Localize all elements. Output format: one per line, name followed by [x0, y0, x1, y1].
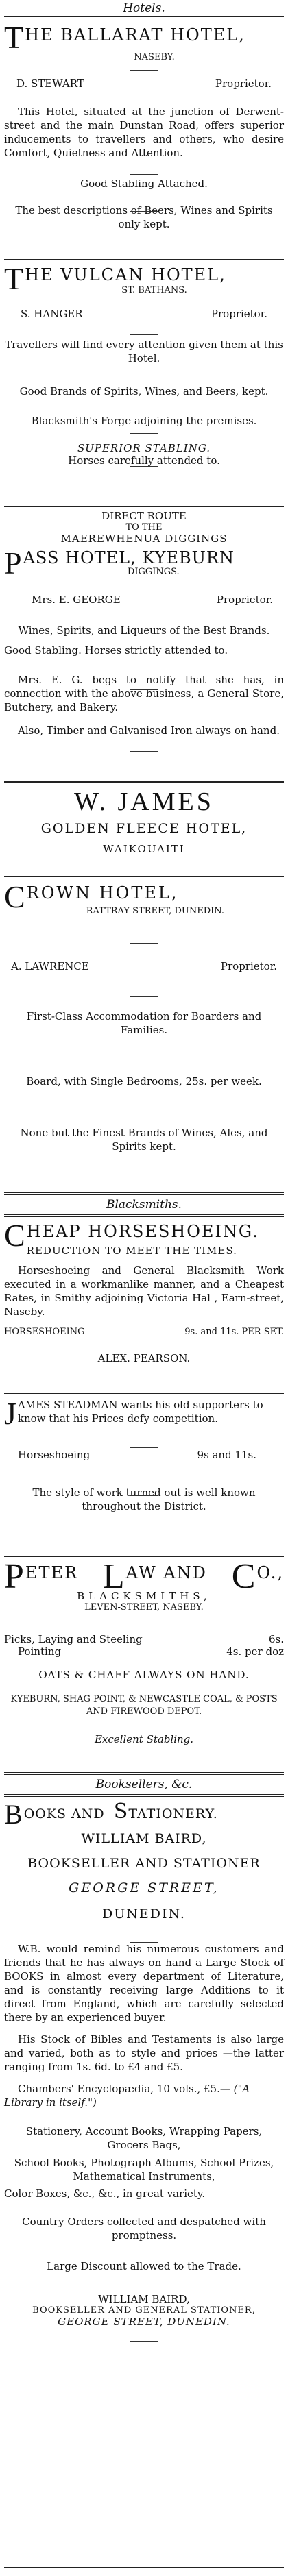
ad-title: HE VULCAN HOTEL,: [25, 265, 226, 284]
ad-line: None but the Finest Brands of Wines, Ales, and Spirits kept.: [20, 1127, 268, 1153]
price-value: 9s and 11s.: [197, 1449, 256, 1461]
rule: [130, 70, 158, 71]
ad-title: HE BALLARAT HOTEL,: [25, 25, 245, 45]
price-value: 9s. and 11s. PER SET.: [184, 1327, 284, 1337]
proprietor-label: Proprietor.: [215, 77, 272, 90]
ad-line: Board, with Single Bedrooms, 25s. per week.: [26, 1075, 262, 1088]
ad-place: LEVEN-STREET, NASEBY.: [84, 1602, 204, 1612]
ad-line: The style of work turned out is well known throughout the District.: [32, 1486, 256, 1512]
proprietor-line: [4, 593, 284, 606]
ad-town: DUNEDIN.: [102, 1906, 186, 1922]
proprietor-label: Proprietor.: [216, 593, 273, 606]
section-heading-blacksmiths: Blacksmiths.: [106, 1198, 182, 1212]
rule: [130, 1942, 158, 1943]
ad-subtitle: REDUCTION TO MEET THE TIMES.: [26, 1244, 237, 1257]
rule: [130, 689, 158, 690]
ad-line: Travellers will find every attention given them at this Hotel.: [5, 339, 283, 365]
route-line: TO THE: [125, 522, 163, 532]
drop-cap: P: [4, 1557, 24, 1596]
ad-name: WILLIAM BAIRD,: [81, 1831, 207, 1846]
ad-place: RATTRAY STREET, DUNEDIN.: [86, 906, 224, 916]
price-line: [4, 1449, 284, 1461]
ad-peter-law: [4, 1557, 284, 1745]
proprietor-label: Proprietor.: [220, 960, 277, 972]
ad-beers: The best descriptions of Beers, Wines and Spirits only kept.: [15, 204, 273, 230]
rule: [130, 1447, 158, 1448]
ad-place: WAIKOUAITI: [103, 843, 185, 855]
ad-title: [4, 1801, 284, 1828]
ad-signature: ALEX. PEARSON.: [97, 1352, 191, 1364]
ad-golden-fleece-hotel: [4, 787, 284, 855]
ad-line: Horses carefully attended to.: [68, 454, 220, 467]
title-part: O.,: [256, 1563, 284, 1582]
divider: [4, 876, 284, 877]
proprietor-label: Proprietor.: [211, 308, 267, 320]
title-part: OOKS AND: [23, 1806, 105, 1821]
divider: [4, 259, 284, 260]
ad-line: Good Brands of Spirits, Wines, and Beers, kept.: [19, 385, 269, 397]
ad-william-baird: [4, 1801, 284, 2328]
encyclopaedia-quote: ("A Library in itself."): [4, 2083, 250, 2109]
ad-body: Also, Timber and Galvanised Iron always on hand.: [18, 724, 280, 737]
section-heading-hotels: Hotels.: [123, 1, 165, 15]
proprietor-name: Mrs. E. GEORGE: [32, 593, 121, 606]
foot-name: WILLIAM BAIRD,: [98, 2293, 190, 2305]
ad-line: OATS & CHAFF ALWAYS ON HAND.: [38, 1669, 250, 1681]
drop-cap: C: [4, 879, 25, 914]
ad-line: School Books, Photograph Albums, School Prizes, Mathematical Instruments,: [14, 2157, 274, 2183]
proprietor-line: [4, 960, 284, 972]
ad-cheap-horseshoeing: [4, 1220, 284, 1364]
price-value: 6s.: [268, 1633, 284, 1645]
rule: [130, 751, 158, 752]
price-label: Pointing: [18, 1645, 62, 1658]
ad-trade: BOOKSELLER AND STATIONER: [27, 1856, 261, 1871]
rule: [130, 466, 158, 467]
ad-body: AMES STEADMAN wants his old supporters to know that his Prices defy competition.: [17, 1399, 263, 1425]
ad-stabling: Good Stabling Attached.: [80, 177, 208, 190]
ad-street: GEORGE STREET,: [69, 1880, 219, 1896]
drop-cap: J: [4, 1396, 16, 1431]
ad-line: Blacksmith's Forge adjoining the premises.: [31, 415, 257, 427]
ad-place: NASEBY.: [134, 52, 175, 62]
drop-cap: T: [4, 261, 24, 296]
proprietor-line: [4, 77, 284, 90]
divider: [4, 1393, 284, 1394]
divider: [4, 16, 284, 19]
ad-body: His Stock of Bibles and Testaments is also large and varied, both as to style and prices —the latter ranging from 1s. 6d. to £4 and £5.: [4, 2033, 284, 2073]
ad-body: W.B. would remind his numerous customers and friends that he has always on hand a Large Stock of BOOKS in almost every department of Literature, and is constantly receiving large Additions to it direct from England, which are carefully selected there by an experienced buyer.: [4, 1943, 284, 2024]
proprietor-name: A. LAWRENCE: [11, 960, 89, 972]
rule: [130, 174, 158, 175]
rule: [130, 996, 158, 997]
proprietor-line: [4, 308, 284, 320]
title-part: ETER: [25, 1563, 79, 1582]
title-part: TATIONERY.: [128, 1806, 218, 1821]
rule: [130, 433, 158, 434]
price-label: Picks, Laying and Steeling: [4, 1633, 143, 1645]
drop-cap: L: [102, 1557, 125, 1596]
drop-cap: P: [4, 545, 22, 580]
ad-title: ASS HOTEL, KYEBURN: [23, 548, 235, 567]
ad-line: Color Boxes, &c., &c., in great variety.: [4, 2187, 206, 2200]
ad-line: Stationery, Account Books, Wrapping Papers, Grocers Bags,: [25, 2125, 263, 2151]
drop-cap: T: [4, 20, 24, 55]
ad-line: Good Stabling. Horses strictly attended to.: [4, 644, 228, 657]
ad-ballarat-hotel: [4, 22, 284, 231]
foot-trade: BOOKSELLER AND GENERAL STATIONER,: [32, 2305, 256, 2316]
ad-place: ST. BATHANS.: [121, 285, 187, 295]
ad-place: DIGGINGS.: [127, 567, 180, 577]
price-value: 4s. per doz: [226, 1645, 284, 1658]
divider: [4, 1794, 284, 1797]
ad-stabling: SUPERIOR STABLING.: [77, 442, 211, 454]
rule: [130, 2341, 158, 2342]
ad-line: Country Orders collected and despatched with promptness.: [22, 2216, 266, 2242]
drop-cap: C: [4, 1218, 25, 1253]
proprietor-name: S. HANGER: [21, 308, 83, 320]
encyclopaedia-line: Chambers' Encyclopædia, 10 vols., £5.—: [18, 2083, 230, 2095]
foot-street: GEORGE STREET, DUNEDIN.: [58, 2316, 230, 2328]
route-line: DIRECT ROUTE: [101, 510, 187, 522]
divider: [4, 506, 284, 507]
rule: [130, 211, 158, 212]
rule: [130, 1495, 158, 1496]
price-label: Horseshoeing: [18, 1449, 91, 1461]
ad-body: This Hotel, situated at the junction of Derwent-street and the main Dunstan Road, offers superior inducements to travellers and others, who desire Comfort, Quietness and Attention.: [4, 106, 284, 159]
drop-cap: B: [4, 1799, 23, 1830]
ad-stabling: Excellent Stabling.: [94, 1733, 194, 1745]
newspaper-column: [4, 0, 284, 2576]
divider: [4, 2567, 284, 2568]
price-line: [4, 1645, 284, 1658]
price-line: [4, 1633, 284, 1645]
ad-line: Wines, Spirits, and Liqueurs of the Best Brands.: [18, 624, 270, 637]
ad-line: [4, 2082, 284, 2109]
ad-line: First-Class Accommodation for Boarders and Families.: [26, 1010, 262, 1036]
ad-body: Mrs. E. G. begs to notify that she has, in connection with the above business, a General Store, Butchery, and Bakery.: [4, 674, 284, 713]
divider: [4, 1214, 284, 1217]
route-line: MAEREWHENUA DIGGINGS: [60, 532, 228, 545]
ad-title: ROWN HOTEL,: [26, 883, 179, 903]
ad-body: Horseshoeing and General Blacksmith Work executed in a workmanlike manner, and a Cheapest Rates, in Smithy adjoining Victoria Hal , Earn-street, Naseby.: [4, 1264, 284, 1318]
divider: [4, 1192, 284, 1195]
rule: [130, 334, 158, 335]
ad-line: KYEBURN, SHAG POINT, & NEWCASTLE COAL, & POSTS AND FIREWOOD DEPOT.: [10, 1694, 278, 1717]
ad-vulcan-hotel: [4, 263, 284, 467]
ad-name: W. JAMES: [74, 787, 214, 816]
proprietor-name: D. STEWART: [16, 77, 84, 90]
divider: [4, 1772, 284, 1775]
ad-pass-hotel: [4, 510, 284, 737]
price-line: [4, 1327, 284, 1337]
ad-james-steadman: [4, 1398, 284, 1513]
section-heading-booksellers: Booksellers, &c.: [95, 1778, 193, 1791]
ad-line: Large Discount allowed to the Trade.: [47, 2260, 241, 2272]
ad-crown-hotel: [4, 881, 284, 1153]
divider: [4, 781, 284, 783]
title-part: S: [113, 1800, 129, 1824]
ad-title: GOLDEN FLEECE HOTEL,: [40, 821, 248, 836]
price-label: HORSESHOEING: [4, 1327, 85, 1337]
drop-cap: C: [231, 1557, 256, 1596]
ad-trade: BLACKSMITHS,: [77, 1590, 211, 1602]
rule: [130, 943, 158, 944]
title-part: AW AND: [125, 1563, 207, 1582]
ad-title: HEAP HORSESHOEING.: [26, 1222, 259, 1241]
